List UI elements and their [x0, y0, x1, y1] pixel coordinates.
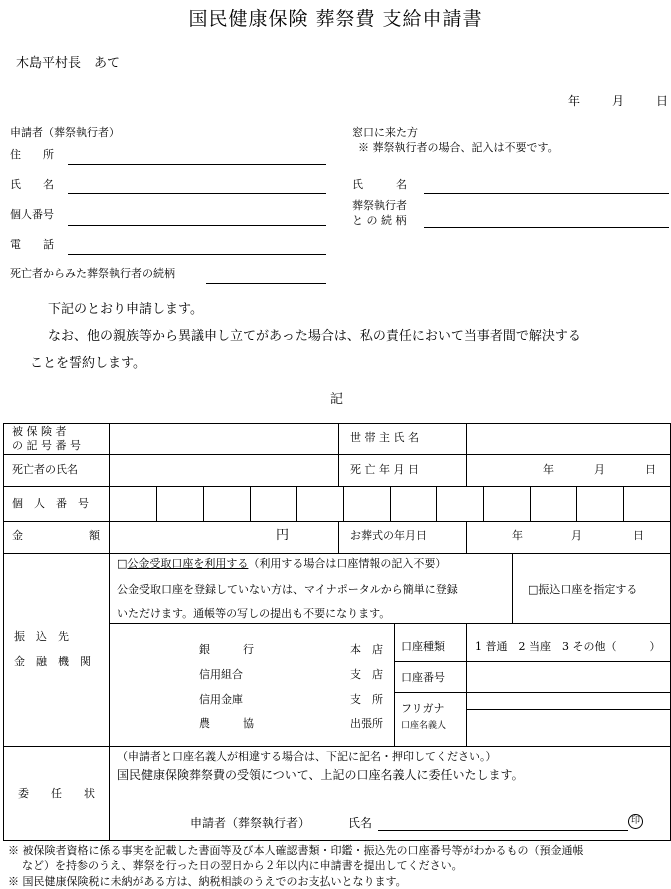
applicant-heading: 申請者（葬祭執行者）	[10, 126, 120, 139]
ki-label: 記	[330, 392, 344, 407]
visitor-relation-label-2: と の 続 柄	[352, 214, 407, 227]
proxy-note: （申請者と口座名義人が相違する場合は、下記に記名・押印してください。）	[117, 750, 497, 763]
proxy-name-label: 氏名	[348, 816, 373, 830]
applicant-personal-no-field[interactable]	[68, 225, 326, 226]
applicant-address-field[interactable]	[68, 164, 326, 165]
funeral-day: 日	[633, 529, 644, 542]
visitor-name-label: 氏 名	[352, 178, 407, 191]
proxy-label: 委 任 状	[18, 787, 95, 800]
insured-no-label-2: の 記 号 番 号	[12, 439, 81, 452]
branch-head: 本 店	[350, 643, 383, 656]
applicant-relation-field[interactable]	[206, 283, 326, 284]
checkbox-icon[interactable]: □	[117, 557, 128, 570]
institution-bank: 銀 行	[199, 643, 254, 656]
visitor-relation-label-1: 葬祭執行者	[352, 199, 407, 212]
public-account-label: 公金受取口座を利用する	[127, 557, 249, 570]
public-account-option[interactable]	[117, 557, 446, 572]
bank-label-2: 金 融 機 関	[14, 655, 91, 668]
account-type-options[interactable]: 1 普通 2 当座 3 その他（ ）	[475, 640, 661, 653]
bank-label-1: 振 込 先	[14, 630, 69, 643]
addressee: 木島平村長 あて	[16, 56, 121, 71]
declaration-line-2: なお、他の親族等から異議申し立てがあった場合は、私の責任において当事者間で解決する	[48, 329, 581, 344]
applicant-name-label: 氏 名	[10, 178, 54, 191]
declaration-line-1: 下記のとおり申請します。	[48, 302, 203, 317]
institution-agri-coop: 農 協	[199, 717, 254, 730]
applicant-name-field[interactable]	[68, 193, 326, 194]
death-month: 月	[594, 463, 605, 476]
proxy-applicant-label: 申請者（葬祭執行者）	[190, 816, 311, 830]
applicant-personal-no-label: 個人番号	[10, 208, 54, 221]
public-account-desc-1: 公金受取口座を登録していない方は、マイナポータルから簡単に登録	[117, 583, 458, 596]
note-1b: など）を持参のうえ、葬祭を行った日の翌日から２年以内に申請書を提出してください。	[22, 859, 463, 872]
funeral-month: 月	[571, 529, 582, 542]
public-account-desc-2: いただけます。通帳等の写しの提出も不要になります。	[117, 607, 391, 620]
visitor-heading: 窓口に来た方	[352, 126, 418, 139]
proxy-name-field[interactable]	[378, 830, 628, 831]
branch-branch: 支 店	[350, 668, 383, 681]
institution-credit-bank: 信用金庫	[199, 693, 243, 706]
visitor-relation-field[interactable]	[424, 227, 669, 228]
funeral-year: 年	[512, 529, 523, 542]
death-day: 日	[645, 463, 656, 476]
insured-no-label-1: 被 保 険 者	[12, 425, 67, 438]
seal-icon: 印	[628, 814, 643, 829]
institution-credit-union: 信用組合	[199, 668, 243, 681]
note-2: ※ 国民健康保険税に未納がある方は、納税相談のうえでのお支払いとなります。	[8, 875, 407, 888]
account-number-label: 口座番号	[401, 671, 445, 684]
public-account-note: （利用する場合は口座情報の記入不要）	[248, 557, 447, 570]
page-title: 国民健康保険 葬祭費 支給申請書	[188, 8, 483, 30]
account-holder-label: 口座名義人	[401, 721, 447, 731]
yen-unit: 円	[276, 528, 290, 543]
furigana-label: フリガナ	[401, 702, 445, 715]
applicant-address-label: 住 所	[10, 148, 54, 161]
death-year: 年	[543, 463, 554, 476]
declaration-line-3: ことを誓約します。	[30, 356, 146, 371]
date-day: 日	[656, 94, 669, 108]
personal-no-label: 個 人 番 号	[12, 497, 89, 510]
date-year: 年	[568, 94, 581, 108]
applicant-phone-field[interactable]	[68, 254, 326, 255]
proxy-text: 国民健康保険葬祭費の受領について、上記の口座名義人に委任いたします。	[117, 768, 524, 782]
specify-account-option[interactable]: □振込口座を指定する	[528, 583, 638, 596]
account-type-label: 口座種類	[401, 640, 445, 653]
note-1: ※ 被保険者資格に係る事実を記載した書面等及び本人確認書類・印鑑・振込先の口座番号等がわかるもの（預金通帳	[8, 844, 584, 857]
visitor-name-field[interactable]	[424, 193, 669, 194]
householder-label: 世 帯 主 氏 名	[350, 431, 419, 444]
branch-office: 出張所	[350, 717, 383, 730]
branch-sub: 支 所	[350, 693, 383, 706]
funeral-date-label: お葬式の年月日	[350, 529, 427, 542]
applicant-phone-label: 電 話	[10, 238, 54, 251]
deceased-name-label: 死亡者の氏名	[12, 463, 78, 476]
applicant-relation-label: 死亡者からみた葬祭執行者の続柄	[10, 267, 175, 280]
visitor-note: ※ 葬祭執行者の場合、記入は不要です。	[358, 141, 559, 154]
date-month: 月	[612, 94, 625, 108]
death-date-label: 死 亡 年 月 日	[350, 463, 419, 476]
amount-label: 金 額	[12, 529, 100, 542]
